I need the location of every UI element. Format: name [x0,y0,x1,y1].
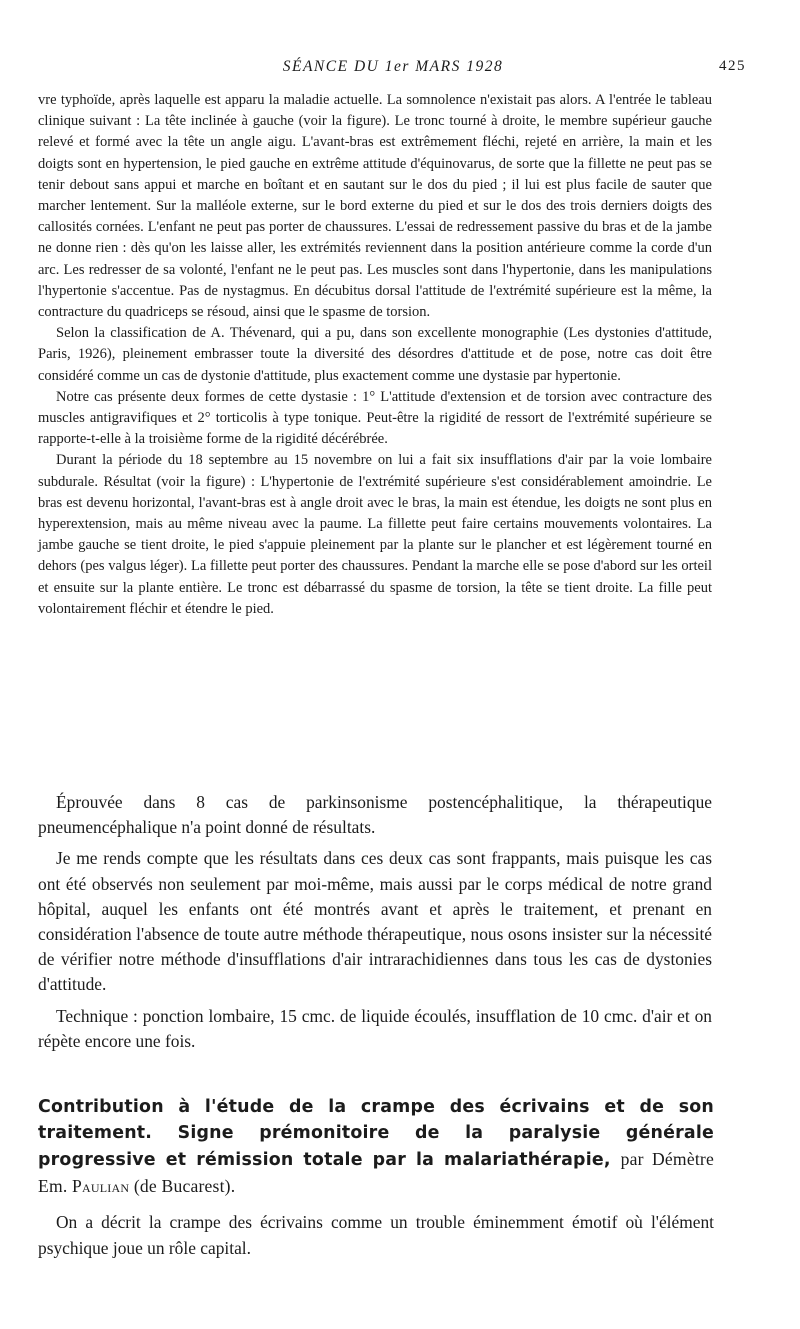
conclusion-text [38,790,712,1054]
case-paragraph-1: vre typhoïde, après laquelle est apparu la maladie actuelle. La somnolence n'existait pas alors. A l'entrée le tableau clinique suivant : La tête inclinée à gauche (voir la figure). Le tronc tourné à droite, le membre supérieur gauche relevé et formé avec la tête un angle aigu. L'avant-bras est extrêmement fléchi, rejeté en arrière, la main et les doigts sont en hypertension, le pied gauche en extrême attitude d'équinovarus, de sorte que la fillette ne peut pas se tenir debout sans appui et marche en boîtant et en sautant sur le dos du pied ; il lui est plus facile de sauter que marcher lentement. Sur la malléole externe, sur le bord externe du pied et sur le dos des trois derniers doigts des callosités cornées. L'enfant ne peut pas porter de chaussures. L'essai de redressement passive du bras et de la jambe ne donne rien : dès qu'on les laisse aller, les extrémités reviennent dans la position antérieure comme la corde d'un arc. Les redresser de sa volonté, l'enfant ne le peut pas. Les muscles sont dans l'hypertonie, dans les manipulations l'hypertonie s'accentue. Pas de nystagmus. En décubitus dorsal l'attitude de l'extrémité supérieure est la même, la contracture du quadriceps se résoud, ainsi que le spasme de torsion. [38,92,712,321]
author-first-name: Démètre Em. [38,1149,714,1196]
case-paragraph-4: Durant la période du 18 septembre au 15 novembre on lui a fait six insufflations d'air par la voie lombaire subdurale. Résultat (voir la figure) : L'hypertonie de l'extrémité supérieure s'est considérablement amoindrie. Le bras est devenu horizontal, l'avant-bras est à angle droit avec le bras, la main est étendue, les doigts ne sont plus en hyperextension, mais au même niveau avec la paume. La fillette peut faire certains mouvements volontaires. La jambe gauche se tient droite, le pied s'appuie pleinement par la plante sur le plancher et est légèrement tourné en dehors (pes valgus léger). La fillette peut porter des chaussures. Pendant la marche elle se pose d'abord sur les orteil et ensuite sur la plante entière. Le tronc est débarrassé du spasme de torsion, la tête se tient droite. La fille peut volontairement fléchir et étendre le pied. [38,452,712,617]
article-opening [38,1210,714,1261]
technique-paragraph: Technique : ponction lombaire, 15 cmc. de liquide écoulés, insufflation de 10 cmc. d'air et on répète encore une fois. [38,1005,712,1051]
author-by: par [620,1149,644,1169]
article-title: Contribution à l'étude de la crampe des écrivains et de son traitement. Signe prémonitoire de la paralysie générale progressive et rémission totale par la malariathérapie, [38,1097,714,1170]
running-header [40,58,746,82]
case-report-text [38,90,712,620]
author-last-name: Paulian [72,1176,130,1196]
author-place: (de Bucarest). [133,1176,236,1196]
header-title: SÉANCE DU 1er MARS 1928 [282,58,504,75]
article-heading [38,1094,714,1200]
conclusion-paragraph-2: Je me rends compte que les résultats dans ces deux cas sont frappants, mais puisque les cas ont été observés non seulement par moi-même, mais aussi par le corps médical de notre grand hôpital, auquel les enfants ont été montrés avant et après le traitement, et prenant en considération l'absence de toute autre méthode thérapeutique, nous osons insister sur la nécessité de vérifier notre méthode d'insufflations d'air intrarachidiennes dans tous les cas de dystonies d'attitude. [38,848,712,995]
page-number: 425 [719,58,746,74]
case-paragraph-2: Selon la classification de A. Thévenard, qui a pu, dans son excellente monographie (Les dystonies d'attitude, Paris, 1926), pleinement embrasser toute la diversité des désordres d'attitude et de pose, notre cas doit être considéré comme un cas de dystonie d'attitude, plus exactement comme une dystasie par hypertonie. [38,325,712,384]
conclusion-paragraph-1: Éprouvée dans 8 cas de parkinsonisme postencéphalitique, la thérapeutique pneumencéphalique n'a point donné de résultats. [38,792,712,838]
article-opening-paragraph: On a décrit la crampe des écrivains comme un trouble éminemment émotif où l'élément psychique joue un rôle capital. [38,1212,714,1258]
case-paragraph-3: Notre cas présente deux formes de cette dystasie : 1° L'attitude d'extension et de torsion avec contracture des muscles antigravifiques et 2° torticolis à type tonique. Peut-être la rigidité de ressort de l'extrémité supérieure se rapporte-t-elle à la troisième forme de la rigidité décérébrée. [38,388,712,448]
